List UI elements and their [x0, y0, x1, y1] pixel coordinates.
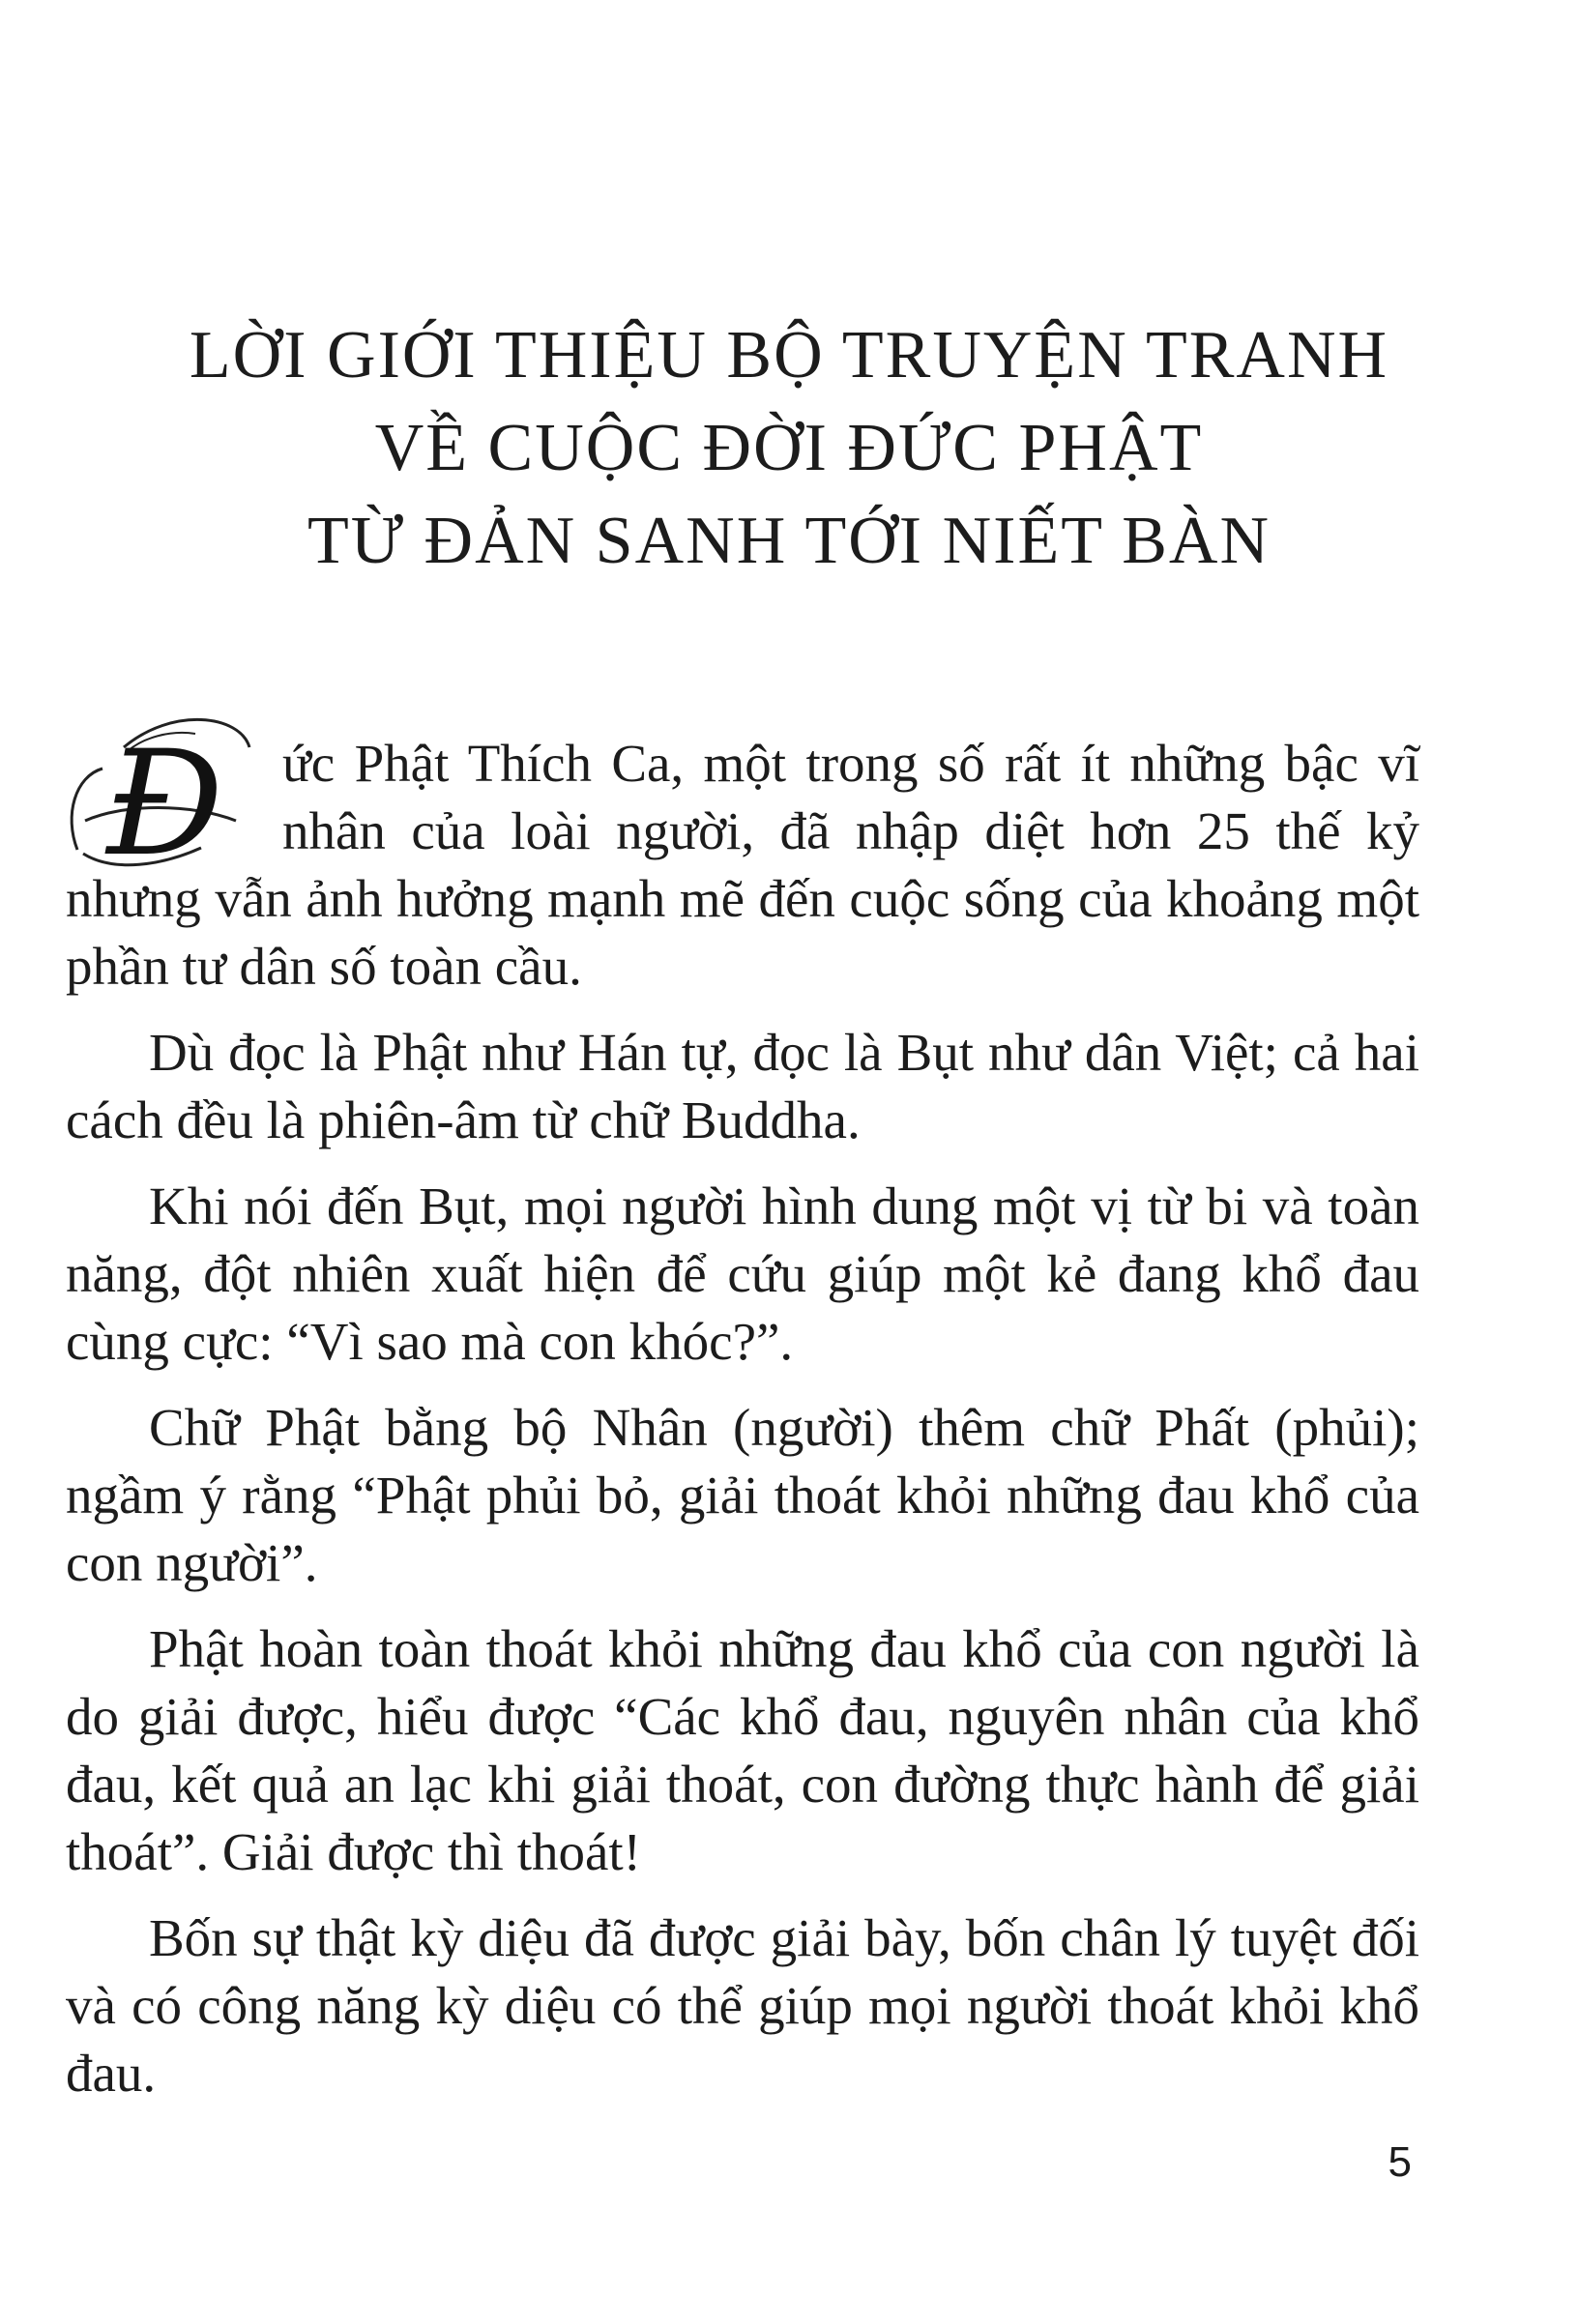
paragraph-6: Bốn sự thật kỳ diệu đã được giải bày, bốn chân lý tuyệt đối và có công năng kỳ diệu có thể giúp mọi người thoát khỏi khổ đau.: [66, 1908, 1419, 2103]
drop-cap: [56, 709, 275, 873]
title-line-3: TỪ ĐẢN SANH TỚI NIẾT BÀN: [307, 504, 1271, 578]
body-text: [66, 720, 1419, 2126]
chapter-title: [97, 309, 1481, 588]
page-number: 5: [1388, 2138, 1412, 2186]
paragraph-1: [66, 720, 1419, 1001]
paragraph-5: Phật hoàn toàn thoát khỏi những đau khổ của con người là do giải được, hiểu được “Các khổ đau, nguyên nhân của khổ đau, kết quả an lạc khi giải thoát, con đường thực hành để giải thoát”. Giải được thì thoát!: [66, 1619, 1419, 1881]
paragraph-3: Khi nói đến Bụt, mọi người hình dung một vị từ bi và toàn năng, đột nhiên xuất hiện để cứu giúp một kẻ đang khổ đau cùng cực: “Vì sao mà con khóc?”.: [66, 1177, 1419, 1371]
drop-cap-letter: Đ: [106, 720, 224, 873]
paragraph-1-text: ức Phật Thích Ca, một trong số rất ít những bậc vĩ nhân của loài người, đã nhập diệt hơn 25 thế kỷ nhưng vẫn ảnh hưởng mạnh mẽ đến cuộc sống của khoảng một phần tư dân số toàn cầu.: [66, 734, 1419, 996]
drop-cap-flourish: [56, 709, 275, 873]
title-line-2: VỀ CUỘC ĐỜI ĐỨC PHẬT: [374, 411, 1204, 485]
paragraph-2: Dù đọc là Phật như Hán tự, đọc là Bụt như dân Việt; cả hai cách đều là phiên-âm từ chữ Buddha.: [66, 1023, 1419, 1149]
title-line-1: LỜI GIỚI THIỆU BỘ TRUYỆN TRANH: [189, 318, 1389, 392]
paragraph-4: Chữ Phật bằng bộ Nhân (người) thêm chữ Phất (phủi); ngầm ý rằng “Phật phủi bỏ, giải thoát khỏi những đau khổ của con người”.: [66, 1398, 1419, 1592]
